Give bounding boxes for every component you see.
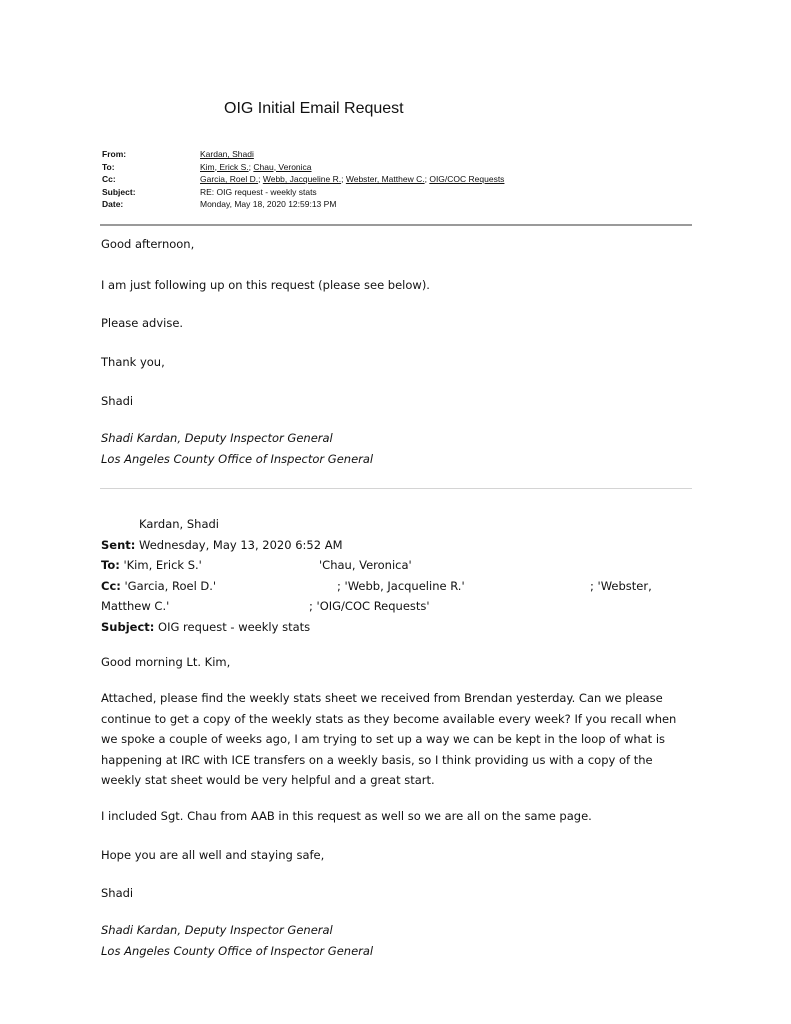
paragraph-line: we spoke a couple of weeks ago, I am trying to set up a way we can be kept in the loop of what is bbox=[101, 732, 666, 746]
reply-name: Shadi bbox=[101, 394, 134, 408]
quoted-to-2: 'Chau, Veronica' bbox=[319, 558, 412, 572]
reply-line-1: I am just following up on this request (please see below). bbox=[101, 278, 430, 292]
quoted-to-1: 'Kim, Erick S.' bbox=[123, 558, 202, 572]
quoted-cc-3: ; 'Webster, bbox=[590, 578, 652, 593]
quoted-cc-row bbox=[101, 576, 701, 597]
subject-value: RE: OIG request - weekly stats bbox=[200, 186, 317, 197]
to-label: To: bbox=[102, 161, 115, 172]
quoted-cc-1: 'Garcia, Roel D.' bbox=[124, 578, 217, 593]
cc-label: Cc: bbox=[102, 174, 116, 184]
subject-row bbox=[102, 186, 504, 199]
reply-line-2: Please advise. bbox=[101, 316, 184, 330]
quoted-paragraph-1 bbox=[101, 688, 691, 791]
reply-signature-title: Shadi Kardan, Deputy Inspector General bbox=[101, 431, 333, 445]
quoted-from: Kardan, Shadi bbox=[139, 517, 219, 531]
to-row: To: Kim, Erick S.; Chau, Veronica bbox=[102, 161, 312, 172]
quoted-subject-row bbox=[101, 617, 701, 638]
quoted-subject-label: Subject: bbox=[101, 619, 155, 634]
quoted-header bbox=[101, 514, 701, 637]
from-label: From: bbox=[102, 149, 127, 159]
header-divider bbox=[100, 224, 692, 226]
quoted-divider bbox=[100, 488, 692, 489]
cc-link-4[interactable]: OIG/COC Requests bbox=[429, 174, 505, 184]
quoted-cc-label: Cc: bbox=[101, 578, 121, 593]
quoted-subject-value: OIG request - weekly stats bbox=[158, 619, 311, 634]
quoted-cc-4: Matthew C.' bbox=[101, 599, 170, 613]
paragraph-line: continue to get a copy of the weekly stats as they become available every week? If you recall when bbox=[101, 711, 677, 726]
reply-signature-org: Los Angeles County Office of Inspector General bbox=[101, 452, 374, 466]
quoted-name: Shadi bbox=[101, 886, 134, 900]
quoted-paragraph-2: I included Sgt. Chau from AAB in this request as well so we are all on the same page. bbox=[101, 809, 592, 823]
reply-line-3: Thank you, bbox=[101, 355, 165, 369]
cc-row: Cc: Garcia, Roel D.; Webb, Jacqueline R.; Webster, Matthew C.; OIG/COC Requests bbox=[102, 174, 505, 184]
date-row bbox=[102, 198, 504, 211]
from-link[interactable]: Kardan, Shadi bbox=[200, 149, 254, 159]
quoted-sent-label: Sent: bbox=[101, 537, 136, 552]
paragraph-line: Attached, please find the weekly stats sheet we received from Brendan yesterday. Can we please bbox=[101, 691, 663, 705]
reply-greeting: Good afternoon, bbox=[101, 237, 195, 251]
quoted-signature-org: Los Angeles County Office of Inspector General bbox=[101, 944, 374, 958]
quoted-to-label: To: bbox=[101, 558, 120, 572]
paragraph-line: weekly stat sheet would be very helpful and a great start. bbox=[101, 773, 435, 787]
to-link-2[interactable]: Chau, Veronica bbox=[253, 161, 312, 172]
paragraph-line: happening at IRC with ICE transfers on a weekly basis, so I think providing us with a copy of the bbox=[101, 752, 653, 767]
cc-link-3[interactable]: Webster, Matthew C. bbox=[345, 174, 425, 184]
quoted-cc-2: ; 'Webb, Jacqueline R.' bbox=[337, 578, 465, 593]
quoted-greeting: Good morning Lt. Kim, bbox=[101, 655, 231, 669]
quoted-to-row bbox=[101, 555, 701, 576]
cc-link-1[interactable]: Garcia, Roel D. bbox=[200, 174, 259, 184]
to-link-1[interactable]: Kim, Erick S. bbox=[200, 161, 249, 172]
quoted-from-row bbox=[101, 514, 701, 535]
date-value: Monday, May 18, 2020 12:59:13 PM bbox=[200, 199, 337, 209]
quoted-signature-title: Shadi Kardan, Deputy Inspector General bbox=[101, 923, 333, 937]
date-label: Date: bbox=[102, 199, 124, 209]
quoted-cc-row-2 bbox=[101, 596, 701, 617]
quoted-cc-5: ; 'OIG/COC Requests' bbox=[309, 599, 430, 613]
cc-link-2[interactable]: Webb, Jacqueline R. bbox=[262, 174, 342, 184]
quoted-sent-row bbox=[101, 535, 701, 556]
subject-label: Subject: bbox=[102, 186, 136, 197]
quoted-paragraph-3: Hope you are all well and staying safe, bbox=[101, 848, 325, 862]
email-header bbox=[102, 148, 504, 211]
quoted-sent-value: Wednesday, May 13, 2020 6:52 AM bbox=[139, 537, 343, 552]
document-title: OIG Initial Email Request bbox=[224, 100, 404, 117]
from-row bbox=[102, 148, 504, 161]
